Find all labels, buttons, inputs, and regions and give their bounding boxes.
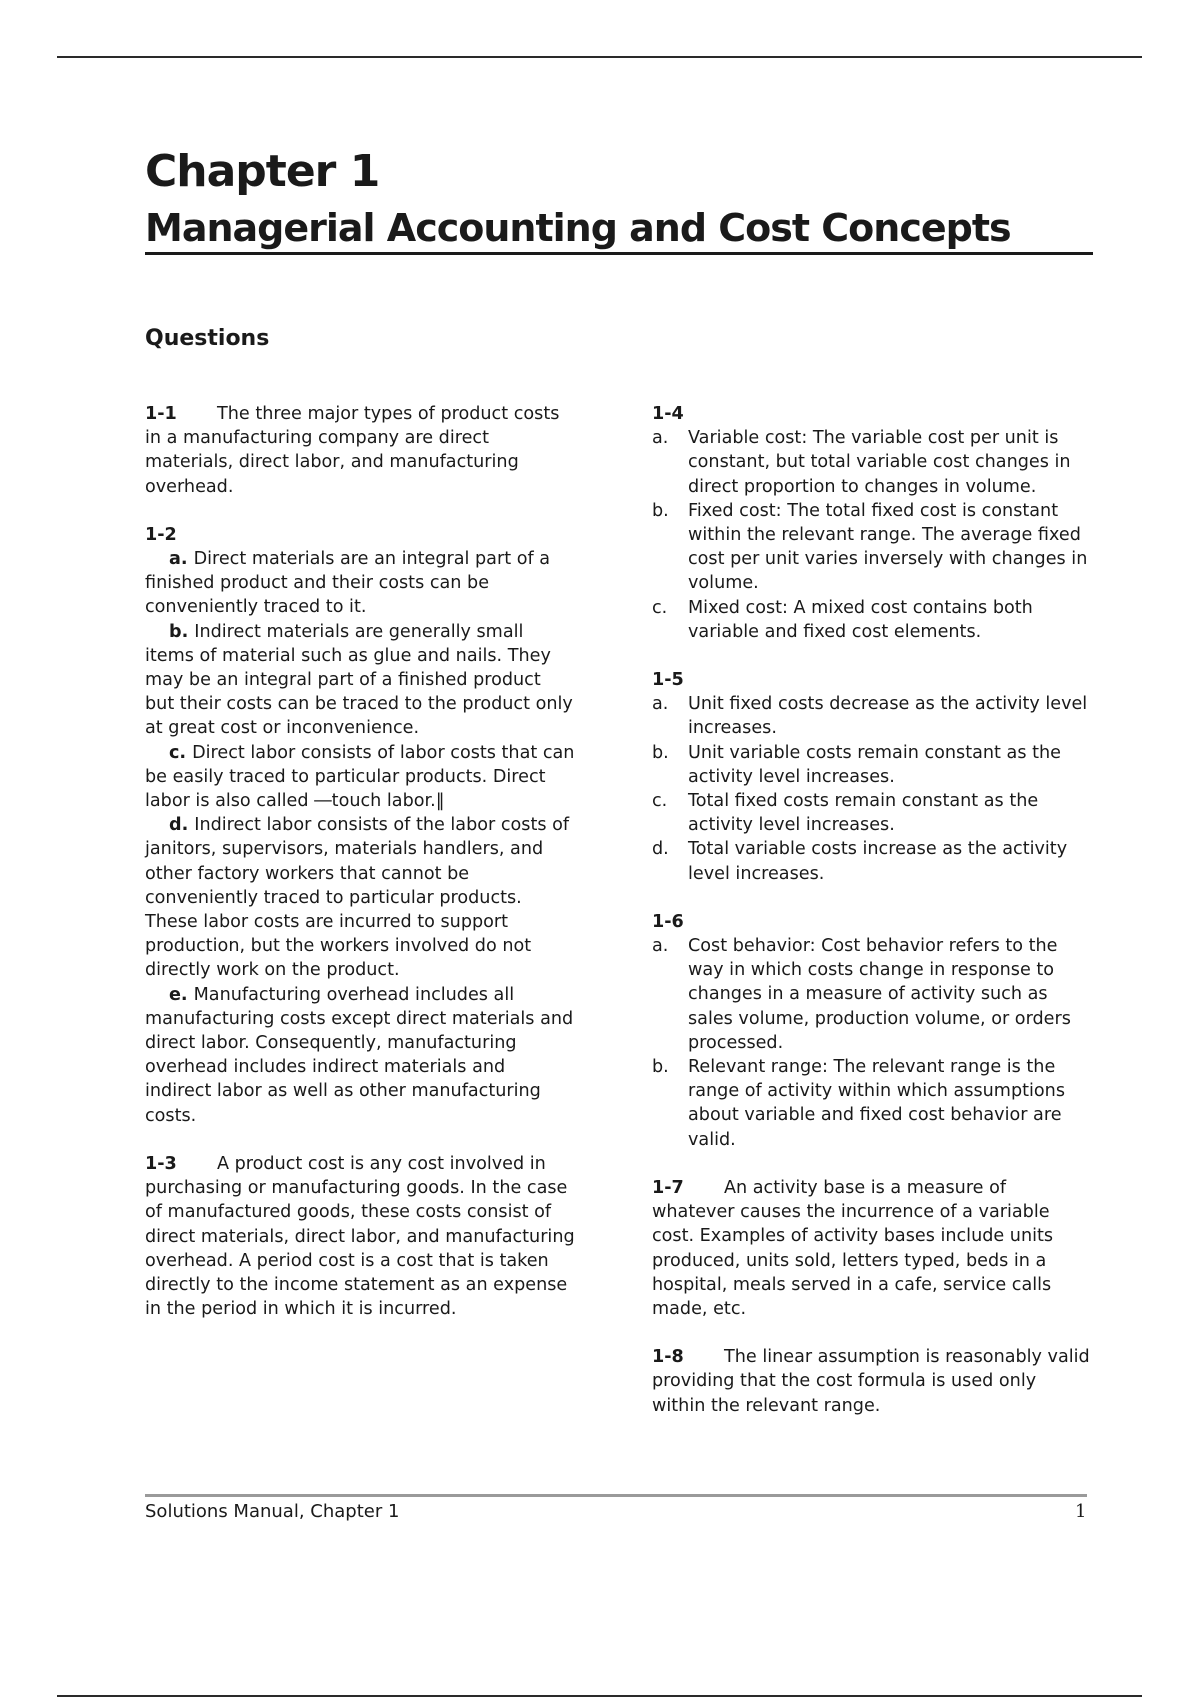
list-item	[145, 983, 575, 1128]
item-text: Relevant range: The relevant range is the range of activity within which assumptions about variable and fixed cost behavior are valid.	[688, 1057, 1065, 1150]
item-text: Manufacturing overhead includes all manufacturing costs except direct materials and direct labor. Consequently, manufacturing overhead includes indirect materials and indirect labor as well as other manufacturing costs.	[145, 984, 574, 1126]
item-text: Direct materials are an integral part of a finished product and their costs can be conveniently traced to it.	[145, 549, 551, 618]
answer-text: An activity base is a measure of whatever causes the incurrence of a variable cost. Examples of activity bases include units produced, units sold, letters typed, beds in a hospital, meals served in a cafe, service calls made, etc.	[652, 1177, 1054, 1319]
question-1-7	[652, 1176, 1092, 1321]
list-item	[652, 934, 1092, 1055]
question-number: 1-4	[652, 404, 684, 424]
list-item	[652, 692, 1092, 740]
list-item	[145, 741, 575, 814]
question-1-6	[652, 910, 1092, 1152]
list-item	[145, 620, 575, 741]
question-number: 1-1	[145, 404, 177, 424]
question-1-8	[652, 1345, 1092, 1418]
question-number: 1-3	[145, 1153, 177, 1174]
item-letter: a.	[169, 549, 188, 570]
footer-label: Solutions Manual, Chapter 1	[145, 1501, 400, 1522]
chapter-title: Managerial Accounting and Cost Concepts	[145, 208, 1093, 255]
footer-rule	[145, 1494, 1087, 1497]
item-letter: e.	[169, 984, 188, 1005]
chapter-heading: Chapter 1	[145, 146, 380, 197]
list-item	[652, 1055, 1092, 1152]
list-item	[145, 813, 575, 982]
item-letter: b.	[652, 742, 669, 763]
item-letter: a.	[652, 694, 669, 715]
item-letter: d.	[169, 815, 189, 836]
item-letter: a.	[652, 936, 669, 957]
item-text: Mixed cost: A mixed cost contains both variable and fixed cost elements.	[688, 597, 1033, 642]
item-text: Unit variable costs remain constant as the activity level increases.	[688, 742, 1061, 787]
question-1-4	[652, 402, 1092, 644]
item-letter: d.	[652, 839, 669, 860]
item-text: Indirect materials are generally small items of material such as glue and nails. They may be an integral part of a finished product but their costs can be traced to the product only at great cost or inconvenience.	[145, 621, 573, 739]
question-number: 1-8	[652, 1347, 684, 1368]
item-text: Indirect labor consists of the labor costs of janitors, supervisors, materials handlers, and other factory workers that cannot be conveniently traced to particular products. These labor costs are incurred to support production, but the workers involved do not directly work on the product.	[145, 815, 570, 981]
item-letter: b.	[652, 500, 669, 521]
list-item	[652, 499, 1092, 596]
question-1-1	[145, 402, 575, 499]
list-item	[652, 789, 1092, 837]
top-rule	[57, 56, 1142, 58]
question-1-5	[652, 668, 1092, 886]
list-item	[652, 837, 1092, 885]
list-item	[652, 426, 1092, 499]
answer-text: The linear assumption is reasonably valid providing that the cost formula is used only within the relevant range.	[652, 1347, 1090, 1416]
item-text: Unit fixed costs decrease as the activity level increases.	[688, 694, 1088, 739]
item-text: Total fixed costs remain constant as the activity level increases.	[688, 791, 1039, 836]
item-text: Direct labor consists of labor costs that can be easily traced to particular products. Direct labor is also called ―touch labor.‖	[145, 742, 575, 812]
section-heading: Questions	[145, 326, 270, 351]
item-text: Total variable costs increase as the activity level increases.	[688, 839, 1068, 884]
question-number: 1-2	[145, 524, 177, 545]
question-1-3	[145, 1152, 575, 1321]
item-text: Variable cost: The variable cost per unit is constant, but total variable cost changes in direct proportion to changes in volume.	[688, 428, 1071, 497]
question-number: 1-7	[652, 1177, 684, 1198]
item-letter: a.	[652, 428, 669, 449]
list-item	[652, 741, 1092, 789]
bottom-rule	[57, 1695, 1142, 1697]
right-column	[652, 402, 1092, 1442]
item-text: Cost behavior: Cost behavior refers to the way in which costs change in response to changes in a measure of activity such as sales volume, production volume, or orders processed.	[688, 936, 1071, 1053]
question-number: 1-5	[652, 670, 684, 691]
item-letter: b.	[169, 621, 189, 642]
item-letter: c.	[169, 742, 187, 763]
page-number: 1	[1075, 1501, 1087, 1522]
item-letter: c.	[652, 791, 668, 812]
answer-text: A product cost is any cost involved in purchasing or manufacturing goods. In the case of manufactured goods, these costs consist of direct materials, direct labor, and manufacturing overhead. A period cost is a cost that is taken directly to the income statement as an expense in the period in which it is incurred.	[145, 1153, 575, 1320]
list-item	[145, 547, 575, 620]
list-item	[652, 596, 1092, 644]
item-letter: b.	[652, 1057, 669, 1078]
item-text: Fixed cost: The total fixed cost is constant within the relevant range. The average fixed cost per unit varies inversely with changes in volume.	[688, 500, 1088, 594]
left-column	[145, 402, 575, 1345]
question-number: 1-6	[652, 911, 684, 932]
question-1-2	[145, 523, 575, 1128]
answer-text: The three major types of product costs in a manufacturing company are direct materials, direct labor, and manufacturing overhead.	[145, 404, 560, 497]
item-letter: c.	[652, 597, 668, 618]
